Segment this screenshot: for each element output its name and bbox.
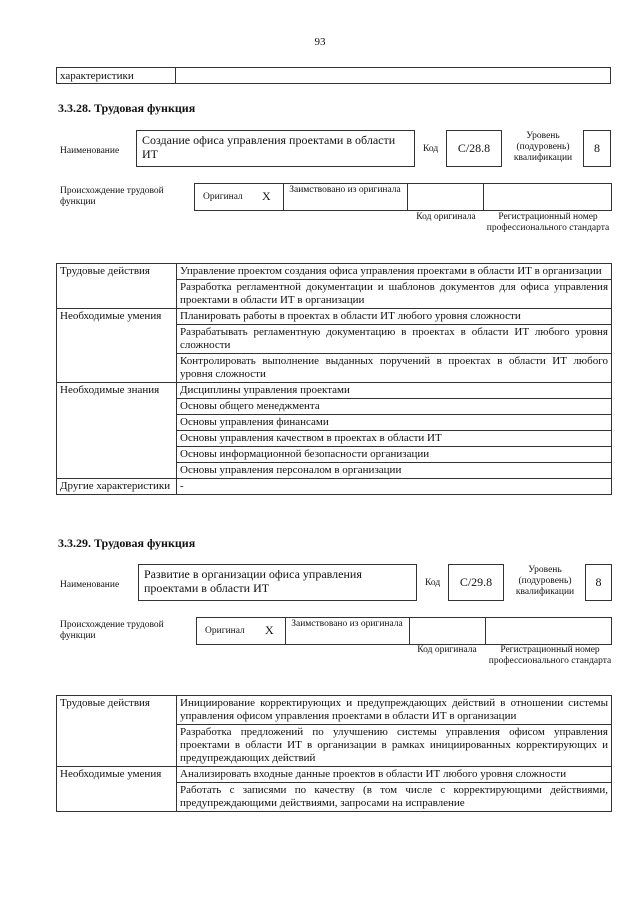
proish-divider xyxy=(409,617,410,645)
kod-orig-label: Код оригинала xyxy=(416,212,476,222)
section-table xyxy=(56,695,612,812)
row-item: Основы управления персоналом в организации xyxy=(177,463,612,479)
uroven-value: 8 xyxy=(594,141,600,155)
row-item: Инициирование корректирующих и предупреждающих действий в отношении системы управления офисом управления проектами в области ИТ в организации xyxy=(177,696,612,725)
kod-value: С/29.8 xyxy=(459,575,493,589)
zaimst-label: Заимствовано из оригинала xyxy=(289,185,401,195)
kod-orig-label: Код оригинала xyxy=(417,645,477,655)
row-item: Основы управления качеством в проектах в области ИТ xyxy=(177,431,612,447)
row-item: Основы общего менеджмента xyxy=(177,399,612,415)
proish-label: Происхождение трудовой функции xyxy=(60,620,164,641)
naim-label: Наименование xyxy=(60,580,120,590)
uroven-value: 8 xyxy=(595,575,602,589)
row-item: Разработка предложений по улучшению системы управления офисом управления проектами в области ИТ в организации в рамках инициированных корректирующих и предупреждающих действий xyxy=(177,725,612,767)
top-row-divider xyxy=(175,67,176,84)
row-item: Контролировать выполнение выданных поручений в проектах в области ИТ любого уровня сложности xyxy=(177,354,612,383)
row-item: Дисциплины управления проектами xyxy=(177,383,612,399)
naim-label: Наименование xyxy=(60,146,120,156)
naim-value: Развитие в организации офиса управления проектами в области ИТ xyxy=(144,567,362,595)
zaimst-label: Заимствовано из оригинала xyxy=(291,619,403,629)
row-item: - xyxy=(177,479,612,495)
proish-divider xyxy=(485,617,486,645)
top-row-label: характеристики xyxy=(60,70,134,82)
proish-divider xyxy=(285,617,286,645)
row-label: Необходимые умения xyxy=(57,309,177,383)
kod-label: Код xyxy=(423,144,439,154)
kod-label: Код xyxy=(425,578,441,588)
naim-value: Создание офиса управления проектами в области ИТ xyxy=(142,133,396,161)
section-table xyxy=(56,263,612,495)
proish-divider xyxy=(283,183,284,211)
uroven-label: Уровень (подуровень) квалификации xyxy=(513,131,573,163)
row-item: Планировать работы в проектах в области ИТ любого уровня сложности xyxy=(177,309,612,325)
row-label: Необходимые знания xyxy=(57,383,177,479)
proish-divider xyxy=(407,183,408,211)
row-item: Основы управления финансами xyxy=(177,415,612,431)
kod-value: С/28.8 xyxy=(457,141,491,155)
row-label: Трудовые действия xyxy=(57,696,177,767)
original-label: Оригинал xyxy=(203,192,243,202)
row-item: Основы информационной безопасности организации xyxy=(177,447,612,463)
reg-label: Регистрационный номер профессионального стандарта xyxy=(488,645,612,666)
row-item: Разработка регламентной документации и шаблонов документов для офиса управления проектами в области ИТ в организации xyxy=(177,280,612,309)
row-item: Работать с записями по качеству (в том числе с корректирующими действиями, предупреждающими действиями, запросами на исправление xyxy=(177,783,612,812)
section-heading: 3.3.28. Трудовая функция xyxy=(58,101,196,115)
row-item: Управление проектом создания офиса управления проектами в области ИТ в организации xyxy=(177,264,612,280)
proish-divider xyxy=(483,183,484,211)
row-label: Необходимые умения xyxy=(57,767,177,812)
proish-label: Происхождение трудовой функции xyxy=(60,186,164,207)
uroven-label: Уровень (подуровень) квалификации xyxy=(515,565,575,597)
row-item: Анализировать входные данные проектов в области ИТ любого уровня сложности xyxy=(177,767,612,783)
section-heading: 3.3.29. Трудовая функция xyxy=(58,536,196,550)
row-item: Разрабатывать регламентную документацию в проектах в области ИТ любого уровня сложности xyxy=(177,325,612,354)
top-row xyxy=(56,67,611,84)
reg-label: Регистрационный номер профессионального стандарта xyxy=(486,212,610,233)
row-label: Трудовые действия xyxy=(57,264,177,309)
page-number: 93 xyxy=(314,36,326,48)
original-mark: X xyxy=(265,623,274,637)
original-mark: X xyxy=(262,189,271,203)
row-label: Другие характеристики xyxy=(57,479,177,495)
original-label: Оригинал xyxy=(205,626,245,636)
